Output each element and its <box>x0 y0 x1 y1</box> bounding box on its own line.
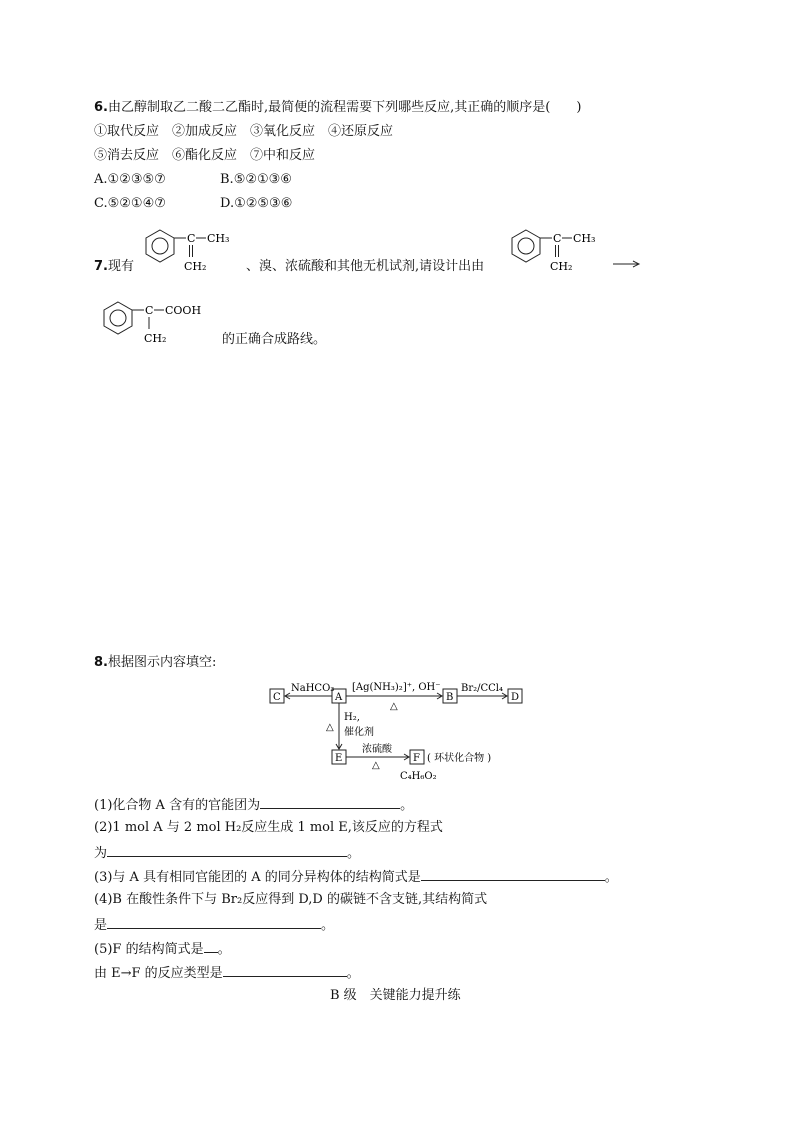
q6-reactions-line1: ①取代反应 ②加成反应 ③氧化反应 ④还原反应 <box>94 124 394 139</box>
option-label: C. <box>94 196 108 211</box>
reagent-ag: [Ag(NH₃)₂]⁺, OH⁻ <box>352 682 441 693</box>
option-value: ①②⑤③⑥ <box>234 196 293 211</box>
mol-ch2-label: CH₂ <box>550 260 573 273</box>
node-e-label: E <box>335 753 343 764</box>
option-value: ⑤②①③⑥ <box>233 172 292 187</box>
q8-sub3-text: (3)与 A 具有相同官能团的 A 的同分异构体的结构简式是 <box>94 870 421 885</box>
period: 。 <box>400 798 414 813</box>
answer-blank-4[interactable] <box>107 916 321 929</box>
period: 。 <box>346 966 360 981</box>
option-value: ⑤②①④⑦ <box>107 196 166 211</box>
answer-blank-6[interactable] <box>223 964 347 977</box>
option-label: D. <box>220 196 235 211</box>
q8-sub1-text: (1)化合物 A 含有的官能团为 <box>94 798 261 813</box>
option-value: ①②③⑤⑦ <box>107 172 166 187</box>
answer-blank-5[interactable] <box>204 940 218 953</box>
answer-blank-2[interactable] <box>107 844 347 857</box>
q7-product-molecule <box>98 296 228 348</box>
q8-stem <box>94 655 216 671</box>
q8-sub6 <box>94 964 360 982</box>
q6-option-b <box>220 172 292 188</box>
answer-blank-3[interactable] <box>421 868 605 881</box>
node-b-label: B <box>446 692 454 703</box>
option-label: A. <box>94 172 108 187</box>
reagent-nahco3: NaHCO₃ <box>291 683 335 694</box>
q8-stem-text: 根据图示内容填空: <box>107 655 217 670</box>
mol-c-label: C <box>553 232 562 245</box>
q7-middle: 、溴、浓硫酸和其他无机试剂,请设计出由 <box>246 259 485 274</box>
reagent-h2: H₂, <box>344 712 360 723</box>
section-title: B 级 关键能力提升练 <box>330 988 461 1003</box>
q7-prefix-text: 现有 <box>107 259 134 274</box>
q8-reaction-diagram <box>262 676 552 784</box>
mol-ch2-label: CH₂ <box>144 332 167 345</box>
q7-arrow-icon <box>612 258 642 270</box>
node-a-label: A <box>335 692 343 703</box>
heat-e-f: △ <box>372 760 380 771</box>
q7-start-molecule <box>140 226 250 276</box>
q8-sub5-text: (5)F 的结构简式是 <box>94 942 204 957</box>
q8-sub2-line2 <box>94 844 360 862</box>
q6-option-a <box>94 172 166 188</box>
q6-number: 6. <box>94 100 108 115</box>
mol-ch3-label: CH₃ <box>207 232 230 245</box>
answer-blank-1[interactable] <box>260 796 400 809</box>
node-c-label: C <box>273 692 281 703</box>
q7-prefix <box>94 259 134 275</box>
q6-stem-text: 由乙醇制取乙二酸二乙酯时,最简便的流程需要下列哪些反应,其正确的顺序是( ) <box>107 100 582 115</box>
q7-start-molecule-2 <box>506 226 616 276</box>
q8-sub6-text: 由 E→F 的反应类型是 <box>94 966 223 981</box>
mol-c-label: C <box>187 232 196 245</box>
reagent-conc-h2so4: 浓硫酸 <box>362 744 392 755</box>
mol-cooh-label: COOH <box>165 304 202 317</box>
f-formula: C₄H₆O₂ <box>400 771 437 782</box>
q8-number: 8. <box>94 655 108 670</box>
q8-sub3 <box>94 868 618 886</box>
q8-sub2-line1: (2)1 mol A 与 2 mol H₂反应生成 1 mol E,该反应的方程式 <box>94 820 443 835</box>
mol-ch3-label: CH₃ <box>573 232 596 245</box>
reagent-br2: Br₂/CCl₄ <box>461 683 504 694</box>
q8-sub1 <box>94 796 413 814</box>
sub5-tail: 。 <box>217 942 231 957</box>
mol-c-label: C <box>145 304 154 317</box>
q8-sub5 <box>94 940 231 958</box>
node-f-label: F <box>413 753 420 764</box>
q8-sub4-line2 <box>94 916 334 934</box>
reagent-catalyst: 催化剂 <box>344 727 374 738</box>
q8-sub4-line2-text: 是 <box>94 918 108 933</box>
q6-option-d <box>220 196 292 212</box>
q8-sub4-line1: (4)B 在酸性条件下与 Br₂反应得到 D,D 的碳链不含支链,其结构简式 <box>94 892 488 907</box>
period: 。 <box>347 846 361 861</box>
period: 。 <box>604 870 618 885</box>
q7-suffix: 的正确合成路线。 <box>222 332 327 347</box>
mol-ch2-label: CH₂ <box>184 260 207 273</box>
heat-a-b: △ <box>390 701 398 712</box>
q7-number: 7. <box>94 259 108 274</box>
q6-option-c <box>94 196 166 212</box>
option-label: B. <box>220 172 234 187</box>
q6-stem <box>94 100 581 116</box>
heat-a-e: △ <box>326 722 334 733</box>
q8-sub2-line2-text: 为 <box>94 846 108 861</box>
f-note: ( 环状化合物 ) <box>427 753 492 764</box>
period: 。 <box>321 918 335 933</box>
node-d-label: D <box>511 692 520 703</box>
q6-reactions-line2: ⑤消去反应 ⑥酯化反应 ⑦中和反应 <box>94 148 316 163</box>
